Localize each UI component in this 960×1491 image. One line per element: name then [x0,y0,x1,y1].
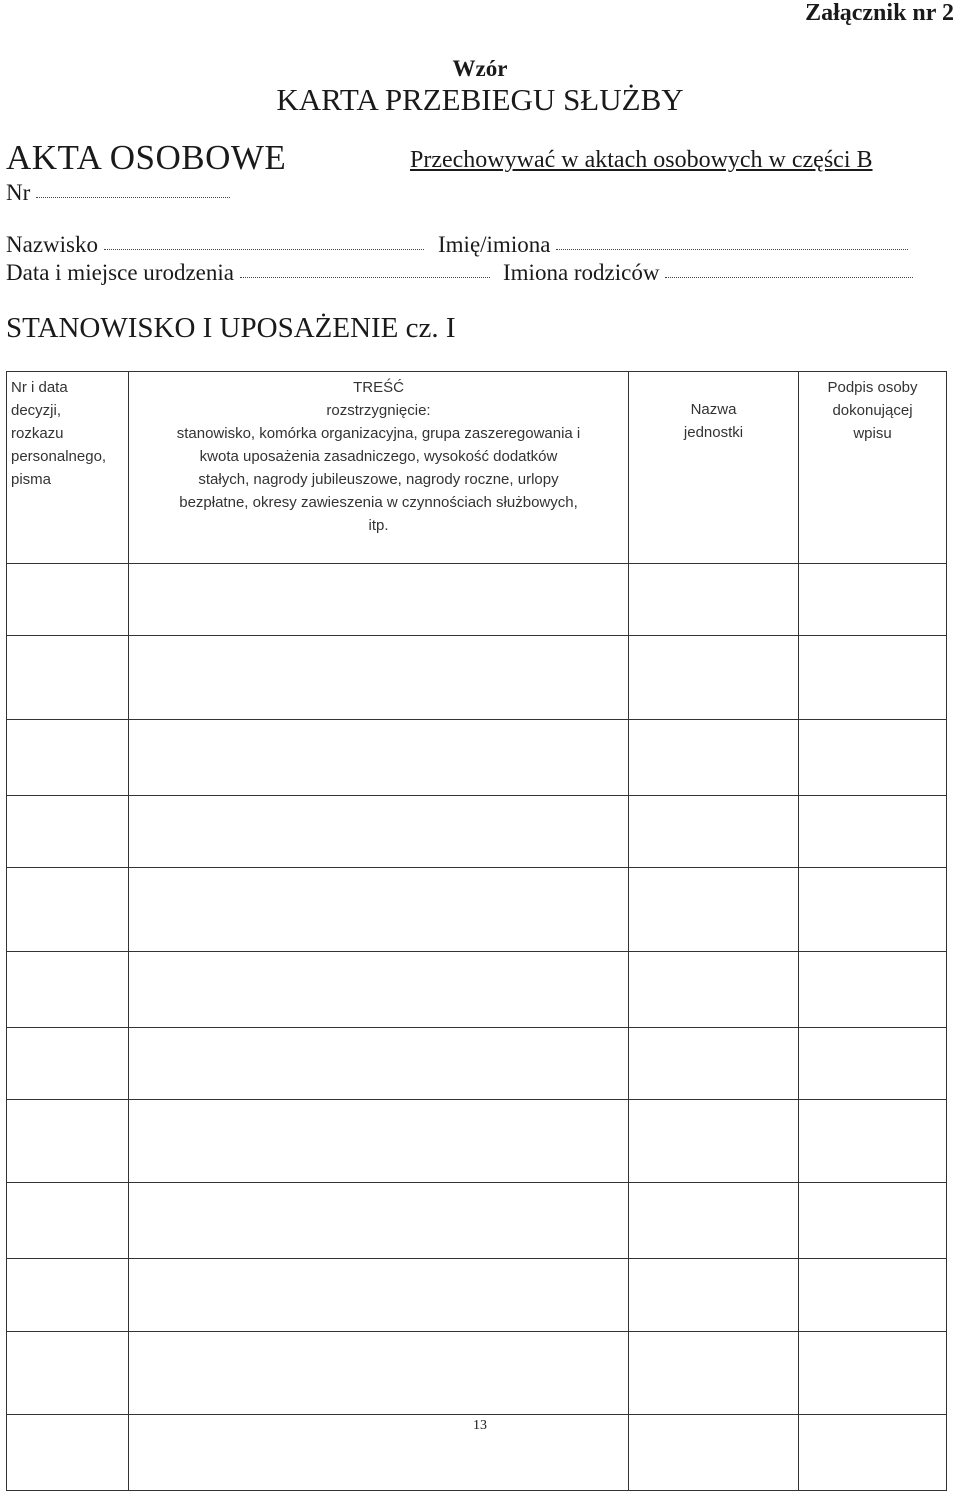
table-body [7,564,947,1491]
table-row [7,564,947,636]
unit-cell[interactable] [629,1259,799,1331]
decision-cell[interactable] [7,636,129,720]
header-text-line: Nr i data [11,379,68,396]
content-cell[interactable] [129,564,629,636]
header-text-line: kwota uposażenia zasadniczego, wysokość dodatków [199,448,558,465]
birth-field[interactable] [6,260,490,286]
service-record-table [6,371,947,1491]
decision-cell[interactable] [7,795,129,867]
signature-cell[interactable] [799,636,947,720]
surname-field[interactable] [6,232,424,258]
table-row [7,1331,947,1415]
header-text-line: rozstrzygnięcie: [326,402,431,419]
content-cell[interactable] [129,1099,629,1183]
decision-cell[interactable] [7,564,129,636]
table-row [7,1027,947,1099]
attachment-label: Załącznik nr 2 [805,0,954,26]
header-text-line: pisma [11,471,52,488]
storage-note: Przechowywać w aktach osobowych w części B [410,147,873,173]
table-header-row [7,372,947,564]
header-text-line: Nazwa [690,401,737,418]
signature-cell[interactable] [799,719,947,795]
signature-cell[interactable] [799,1099,947,1183]
content-cell[interactable] [129,1331,629,1415]
decision-cell[interactable] [7,1259,129,1331]
header-text-line: stanowisko, komórka organizacyjna, grupa zaszeregowania i [176,425,581,442]
birth-label: Data i miejsce urodzenia [6,260,234,285]
unit-cell[interactable] [629,1027,799,1099]
signature-cell[interactable] [799,1331,947,1415]
decision-cell[interactable] [7,1099,129,1183]
header-text-line: bezpłatne, okresy zawieszenia w czynnościach służbowych, [179,494,578,511]
signature-cell[interactable] [799,1183,947,1259]
signature-cell[interactable] [799,1027,947,1099]
unit-cell[interactable] [629,795,799,867]
content-cell[interactable] [129,795,629,867]
nr-field[interactable] [6,180,230,206]
signature-cell[interactable] [799,867,947,951]
unit-cell[interactable] [629,951,799,1027]
unit-cell[interactable] [629,564,799,636]
first-names-dotted-line[interactable] [556,249,908,250]
files-title: AKTA OSOBOWE [6,138,287,177]
surname-dotted-line[interactable] [104,249,424,250]
header-text-line: rozkazu [11,425,64,442]
decision-cell[interactable] [7,1027,129,1099]
table-row [7,1183,947,1259]
birth-dotted-line[interactable] [240,277,490,278]
pattern-label: Wzór [452,56,508,81]
header-text-line: stałych, nagrody jubileuszowe, nagrody roczne, urlopy [198,471,559,488]
decision-cell[interactable] [7,1183,129,1259]
signature-cell[interactable] [799,951,947,1027]
header-text-line: Podpis osoby [827,379,918,396]
table-row [7,1099,947,1183]
table-row [7,795,947,867]
decision-cell[interactable] [7,867,129,951]
section-title: STANOWISKO I UPOSAŻENIE cz. I [6,312,456,344]
header-text-line: dokonującej [832,402,913,419]
signature-cell[interactable] [799,1259,947,1331]
header-text-line: TREŚĆ [353,379,404,396]
page-title: KARTA PRZEBIEGU SŁUŻBY [276,82,684,117]
unit-cell[interactable] [629,636,799,720]
page-number: 13 [473,1418,487,1433]
decision-cell[interactable] [7,1331,129,1415]
content-cell[interactable] [129,1183,629,1259]
content-cell[interactable] [129,719,629,795]
header-text-line: jednostki [683,424,744,441]
parents-dotted-line[interactable] [665,277,913,278]
content-cell[interactable] [129,636,629,720]
header-text-line: itp. [368,517,389,534]
header-content [129,372,629,564]
header-signature [799,372,947,564]
unit-cell[interactable] [629,1331,799,1415]
table-row [7,867,947,951]
unit-cell[interactable] [629,1183,799,1259]
unit-cell[interactable] [629,719,799,795]
surname-label: Nazwisko [6,232,98,257]
nr-dotted-line[interactable] [36,197,230,198]
content-cell[interactable] [129,951,629,1027]
signature-cell[interactable] [799,795,947,867]
first-names-field[interactable] [438,232,908,258]
header-decision-number [7,372,129,564]
unit-cell[interactable] [629,867,799,951]
table-row [7,1259,947,1331]
header-text-line: decyzji, [11,402,62,419]
content-cell[interactable] [129,867,629,951]
nr-label: Nr [6,180,31,205]
signature-cell[interactable] [799,564,947,636]
table-row [7,719,947,795]
first-names-label: Imię/imiona [438,232,551,257]
header-unit-name [629,372,799,564]
table-row [7,636,947,720]
unit-cell[interactable] [629,1099,799,1183]
parents-field[interactable] [503,260,913,286]
table-row [7,951,947,1027]
content-cell[interactable] [129,1259,629,1331]
parents-label: Imiona rodziców [503,260,660,285]
header-text-line: personalnego, [11,448,107,465]
header-text-line: wpisu [853,425,892,442]
decision-cell[interactable] [7,719,129,795]
content-cell[interactable] [129,1027,629,1099]
decision-cell[interactable] [7,951,129,1027]
